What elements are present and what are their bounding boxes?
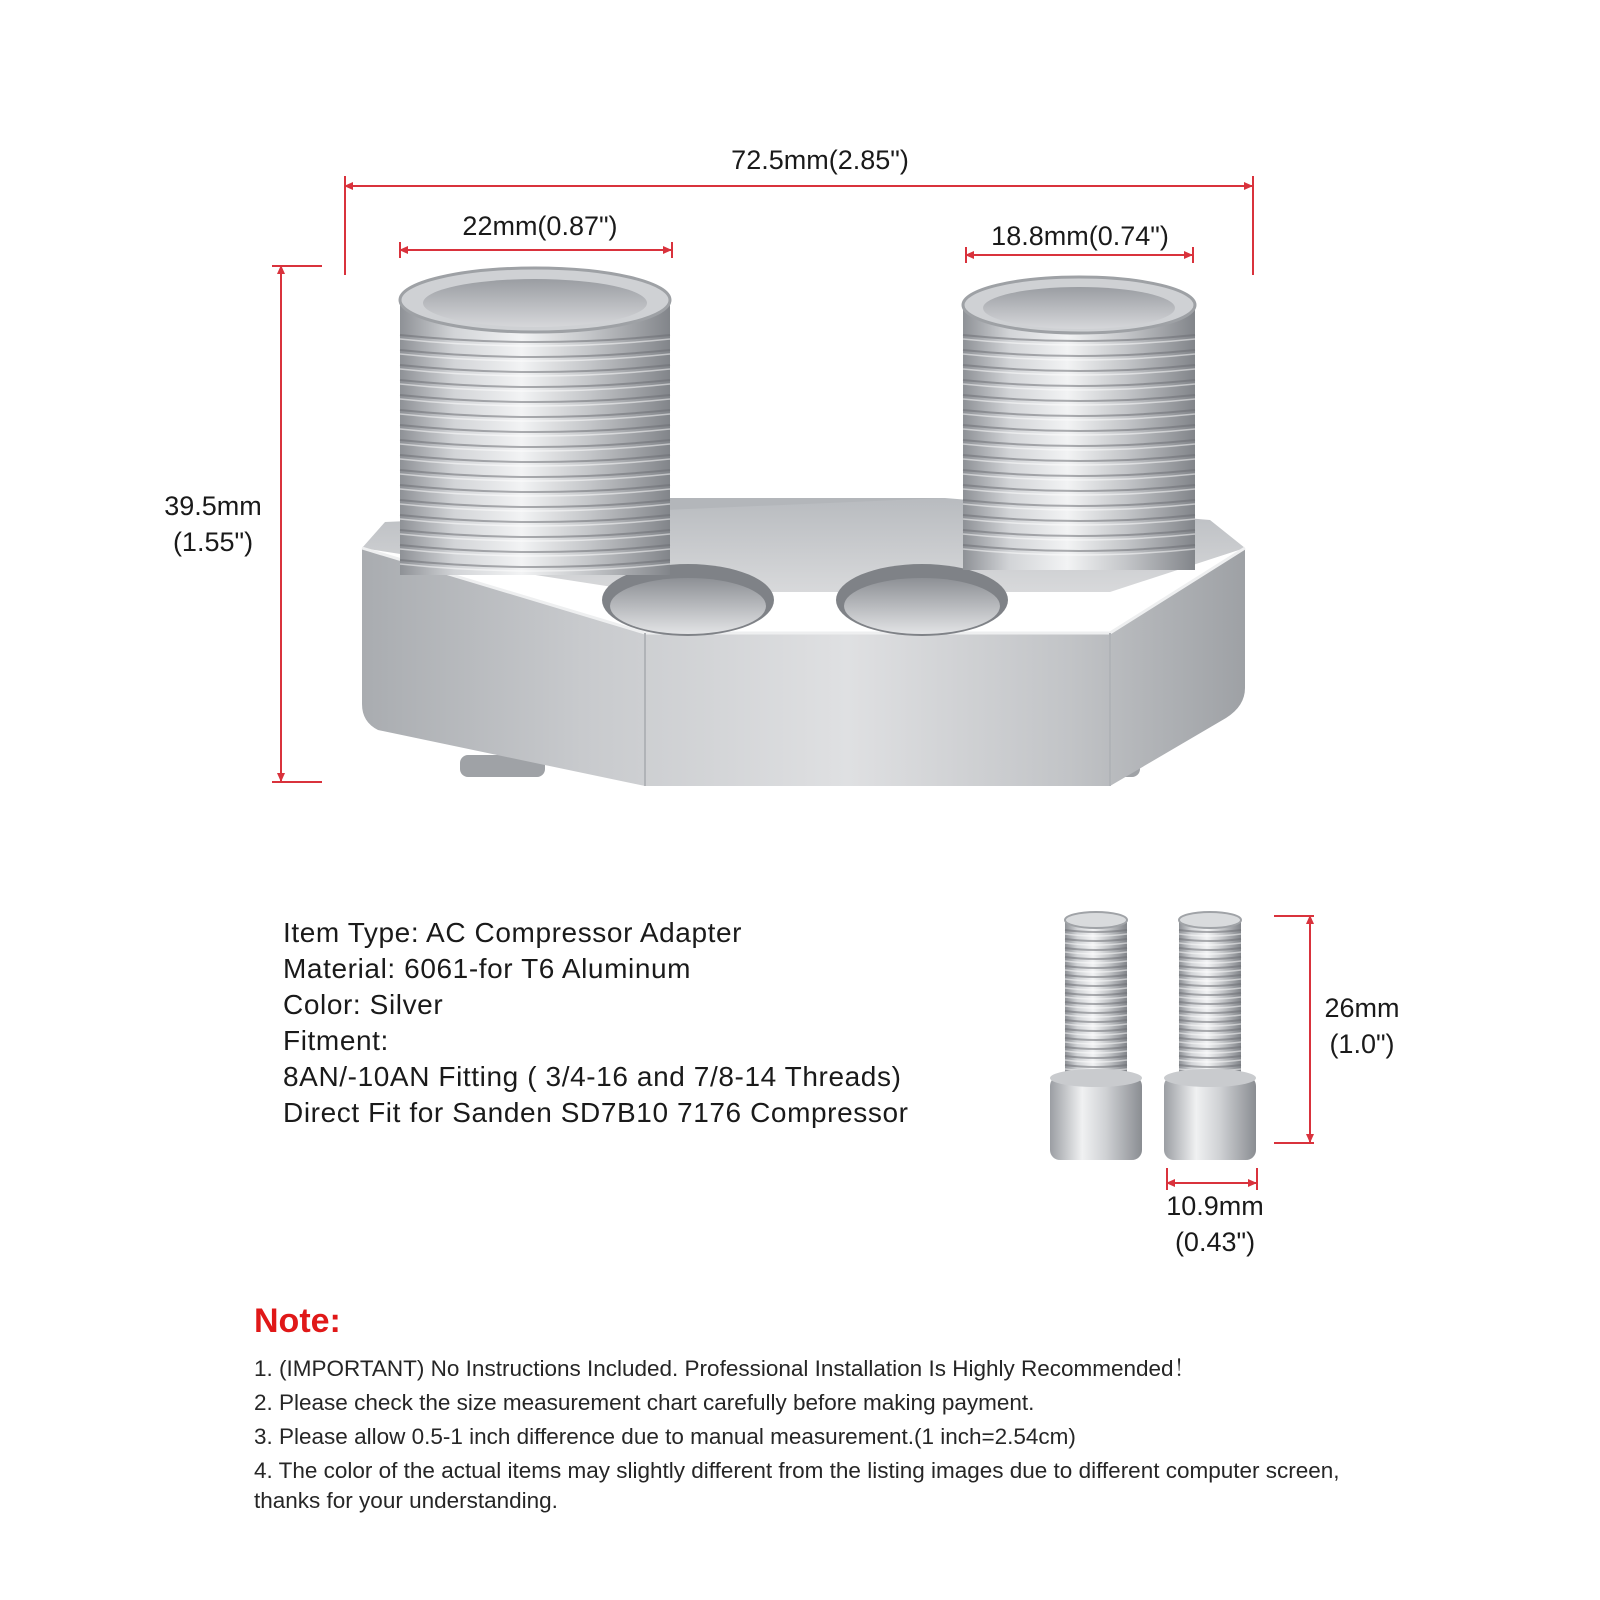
spec-direct-fit: Direct Fit for Sanden SD7B10 7176 Compressor xyxy=(283,1097,909,1128)
label-left-port-diameter: 22mm(0.87") xyxy=(462,211,618,241)
label-bolt-length-mm: 26mm xyxy=(1324,993,1400,1023)
mounting-bolt-left xyxy=(1050,912,1142,1160)
note-item: 1. (IMPORTANT) No Instructions Included. Professional Installation Is Highly Recommended！ xyxy=(254,1356,1197,1381)
right-threaded-port xyxy=(963,277,1195,570)
label-height-in: (1.55") xyxy=(172,527,254,557)
mounting-bolt-right xyxy=(1164,912,1256,1160)
label-bolt-head-in: (0.43") xyxy=(1174,1227,1256,1257)
spec-item-type: Item Type: AC Compressor Adapter xyxy=(283,917,743,948)
label-bolt-head-mm: 10.9mm xyxy=(1166,1191,1264,1221)
left-threaded-port xyxy=(400,268,670,575)
spec-fitment-label: Fitment: xyxy=(283,1025,389,1056)
note-title: Note: xyxy=(254,1302,341,1340)
label-overall-width: 72.5mm(2.85") xyxy=(731,145,909,175)
label-height-mm: 39.5mm xyxy=(164,491,262,521)
label-bolt-length-in: (1.0") xyxy=(1329,1029,1395,1059)
spec-color: Color: Silver xyxy=(283,989,444,1020)
label-right-port-diameter: 18.8mm(0.74") xyxy=(991,221,1169,251)
note-item: 3. Please allow 0.5-1 inch difference due to manual measurement.(1 inch=2.54cm) xyxy=(254,1424,1076,1449)
spec-material: Material: 6061-for T6 Aluminum xyxy=(283,953,692,984)
product-specs xyxy=(283,915,909,1131)
note-list xyxy=(254,1352,1374,1516)
note-item: 4. The color of the actual items may slightly different from the listing images due to different computer screen, thanks for your understanding. xyxy=(254,1458,1340,1513)
spec-fitting: 8AN/-10AN Fitting ( 3/4-16 and 7/8-14 Threads) xyxy=(283,1061,902,1092)
note-item: 2. Please check the size measurement chart carefully before making payment. xyxy=(254,1390,1035,1415)
